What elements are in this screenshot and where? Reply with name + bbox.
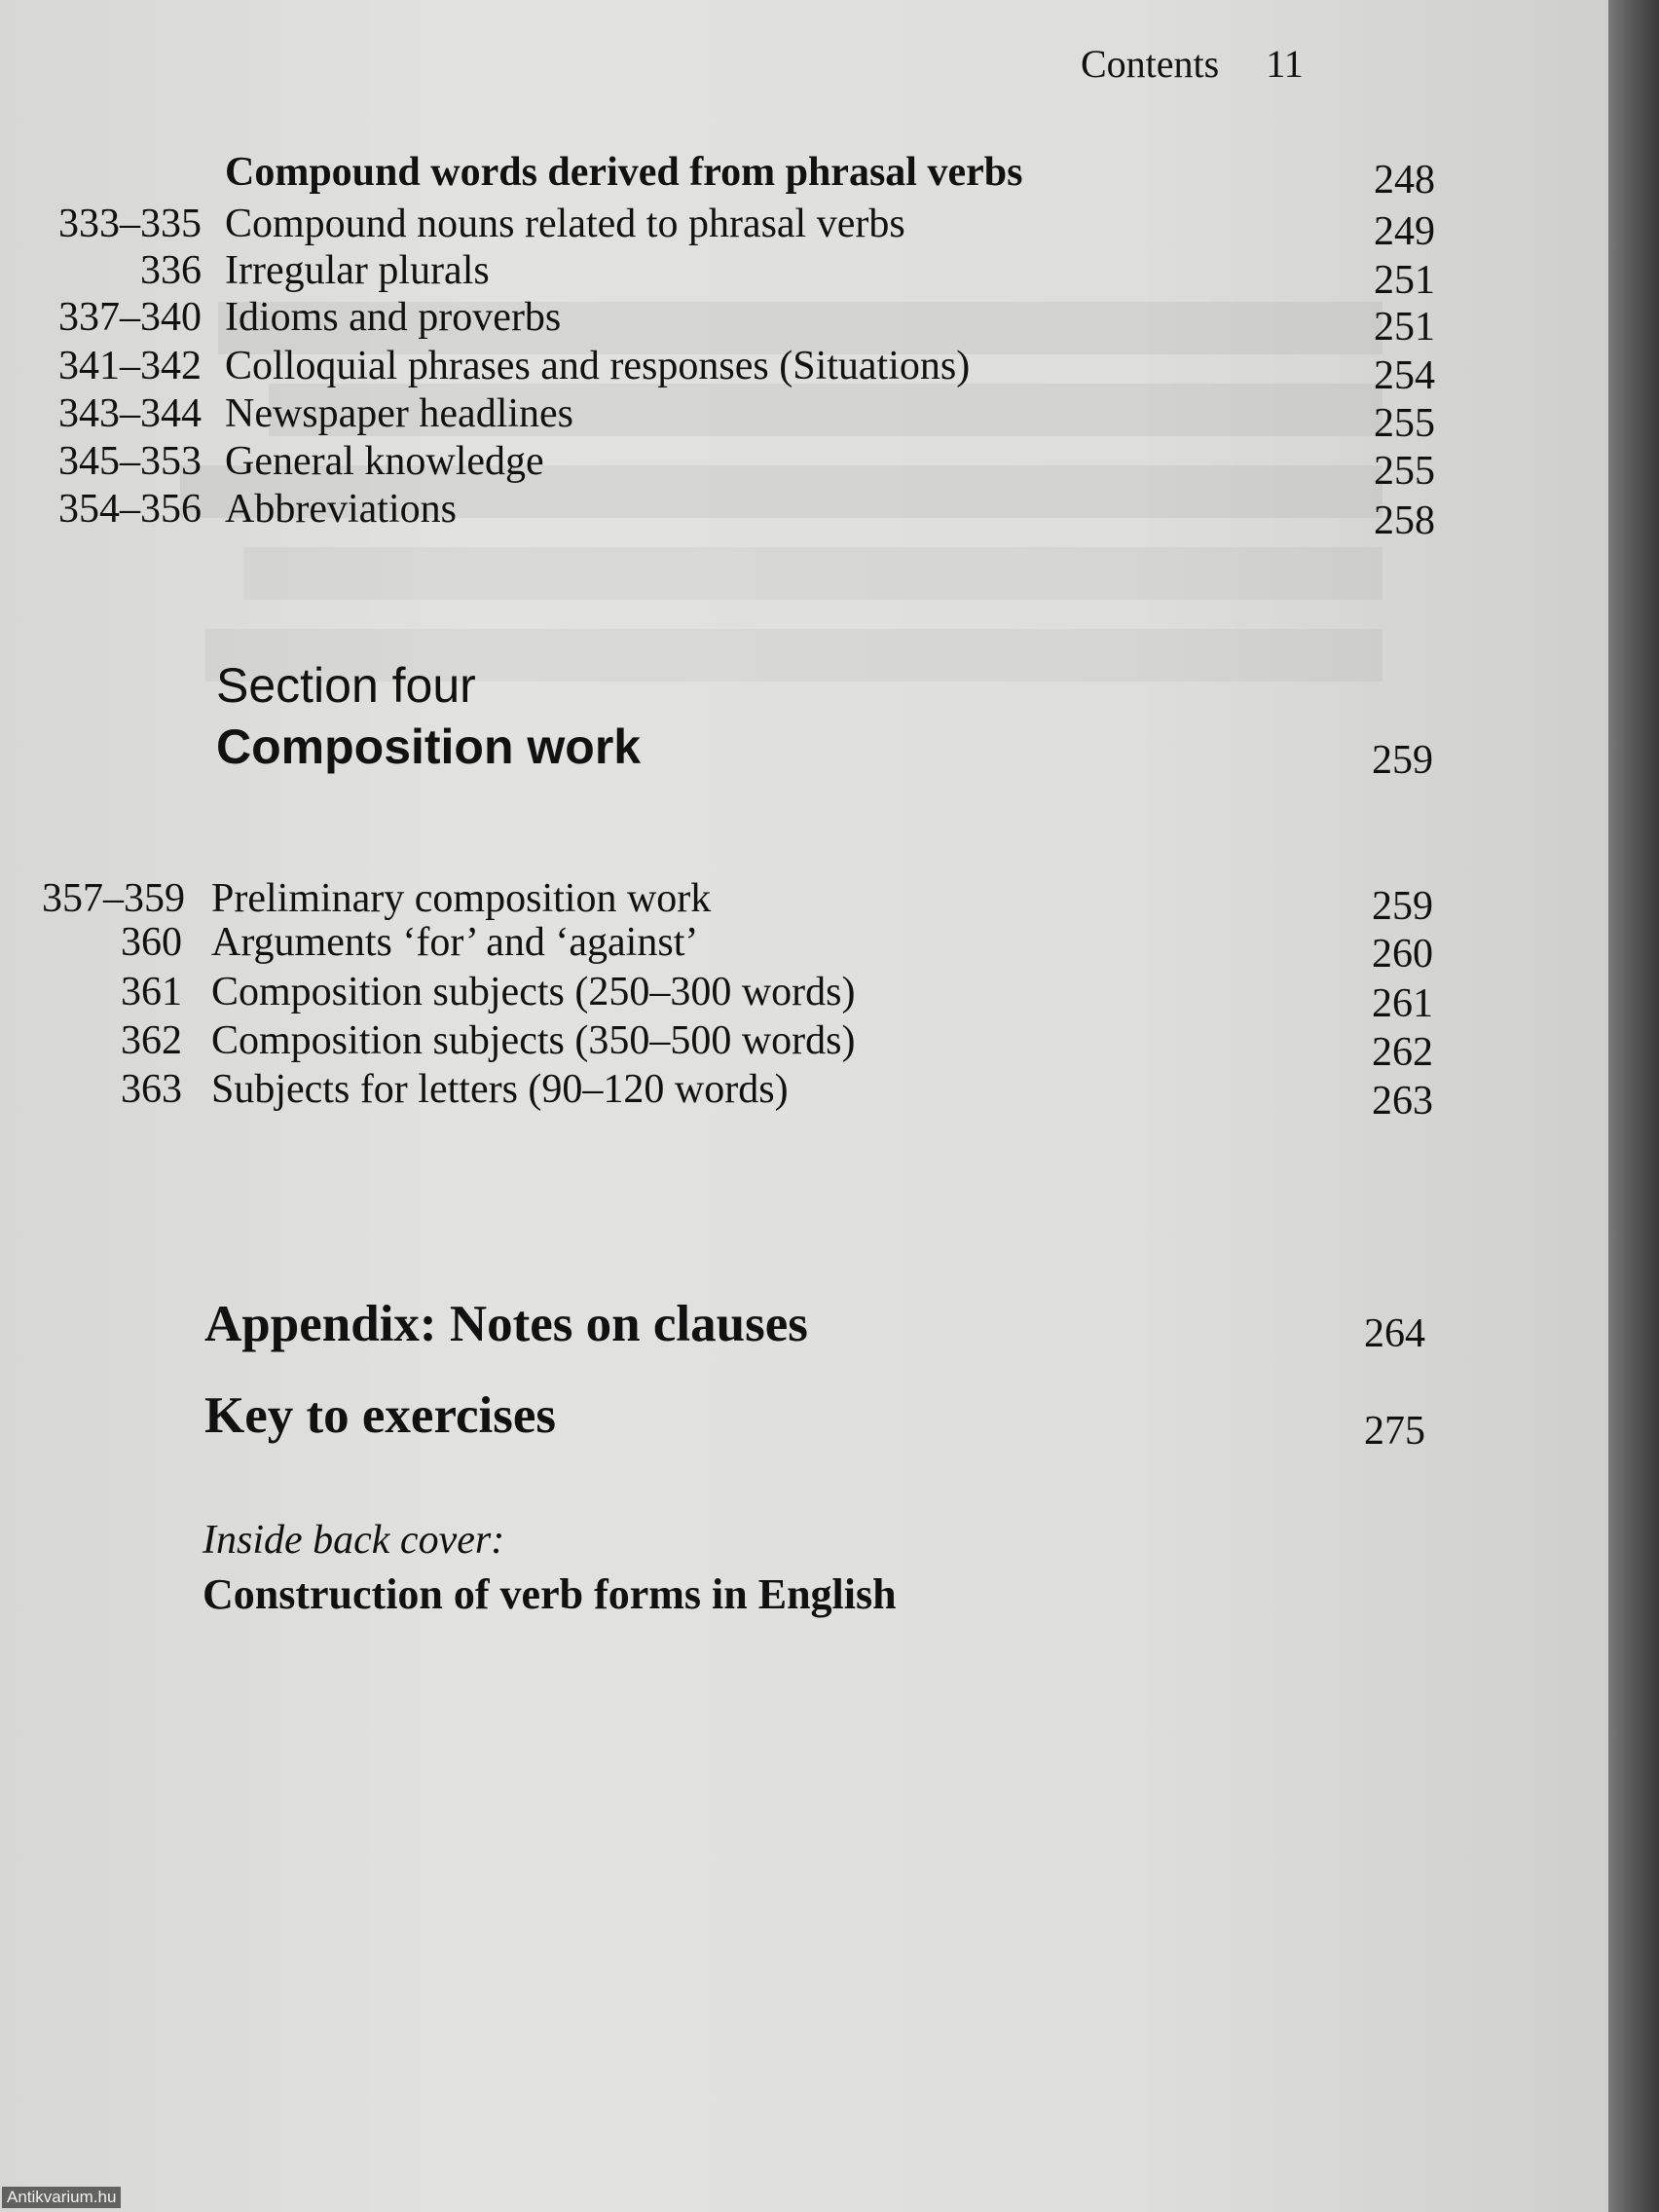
entry-page: 260: [1372, 932, 1433, 977]
header-label: Contents: [1081, 42, 1220, 86]
inside-back-title: Construction of verb forms in English: [203, 1570, 897, 1618]
entry-title: Composition subjects (250–300 words): [211, 970, 856, 1014]
entry-title: Colloquial phrases and responses (Situations): [225, 344, 971, 388]
section-label: Section four: [216, 658, 476, 713]
entry-title: General knowledge: [225, 439, 544, 484]
exercise-numbers: 363: [121, 1067, 182, 1112]
entry-page: 259: [1372, 884, 1433, 929]
entry-page: 251: [1374, 305, 1435, 350]
key-title: Key to exercises: [204, 1387, 557, 1444]
entry-title: Irregular plurals: [225, 248, 490, 293]
entry-page: 255: [1374, 449, 1435, 494]
entry-page: 251: [1374, 258, 1435, 303]
appendix-title: Appendix: Notes on clauses: [204, 1296, 808, 1352]
exercise-numbers: 354–356: [58, 487, 202, 532]
entry-title: Subjects for letters (90–120 words): [211, 1067, 789, 1112]
entry-page: 263: [1372, 1079, 1433, 1124]
entry-page: 255: [1374, 401, 1435, 446]
exercise-numbers: 337–340: [58, 295, 202, 340]
header-page-number: 11: [1266, 42, 1304, 86]
entry-page: 254: [1374, 353, 1435, 398]
exercise-numbers: 360: [121, 920, 182, 965]
exercise-numbers: 345–353: [58, 439, 202, 484]
entry-page: 258: [1374, 498, 1435, 543]
entry-title: Arguments ‘for’ and ‘against’: [211, 920, 699, 965]
entry-title: Composition subjects (350–500 words): [211, 1018, 856, 1063]
key-page: 275: [1364, 1409, 1425, 1454]
exercise-numbers: 336: [140, 248, 202, 293]
exercise-numbers: 333–335: [58, 202, 202, 246]
entry-title: Preliminary composition work: [211, 876, 712, 921]
section-title: Composition work: [216, 719, 642, 774]
page-edge-shadow: [1608, 0, 1659, 2212]
exercise-numbers: 341–342: [58, 344, 202, 388]
exercise-numbers: 362: [121, 1018, 182, 1063]
entry-title: Newspaper headlines: [225, 391, 574, 436]
exercise-numbers: 361: [121, 970, 182, 1014]
running-header: [1081, 41, 1304, 87]
section-page: 259: [1372, 738, 1433, 783]
entry-page: 249: [1374, 209, 1435, 254]
entry-title: Compound nouns related to phrasal verbs: [225, 202, 905, 246]
entry-title: Idioms and proverbs: [225, 295, 562, 340]
watermark: Antikvarium.hu: [2, 2187, 121, 2208]
entry-title: Compound words derived from phrasal verbs: [225, 150, 1023, 195]
entry-page: 261: [1372, 981, 1433, 1026]
entry-title: Abbreviations: [225, 487, 457, 532]
entry-page: 248: [1374, 158, 1435, 203]
entry-page: 262: [1372, 1030, 1433, 1075]
inside-back-label: Inside back cover:: [203, 1518, 505, 1563]
exercise-numbers: 343–344: [58, 391, 202, 436]
exercise-numbers: 357–359: [42, 876, 185, 921]
appendix-page: 264: [1364, 1311, 1425, 1356]
